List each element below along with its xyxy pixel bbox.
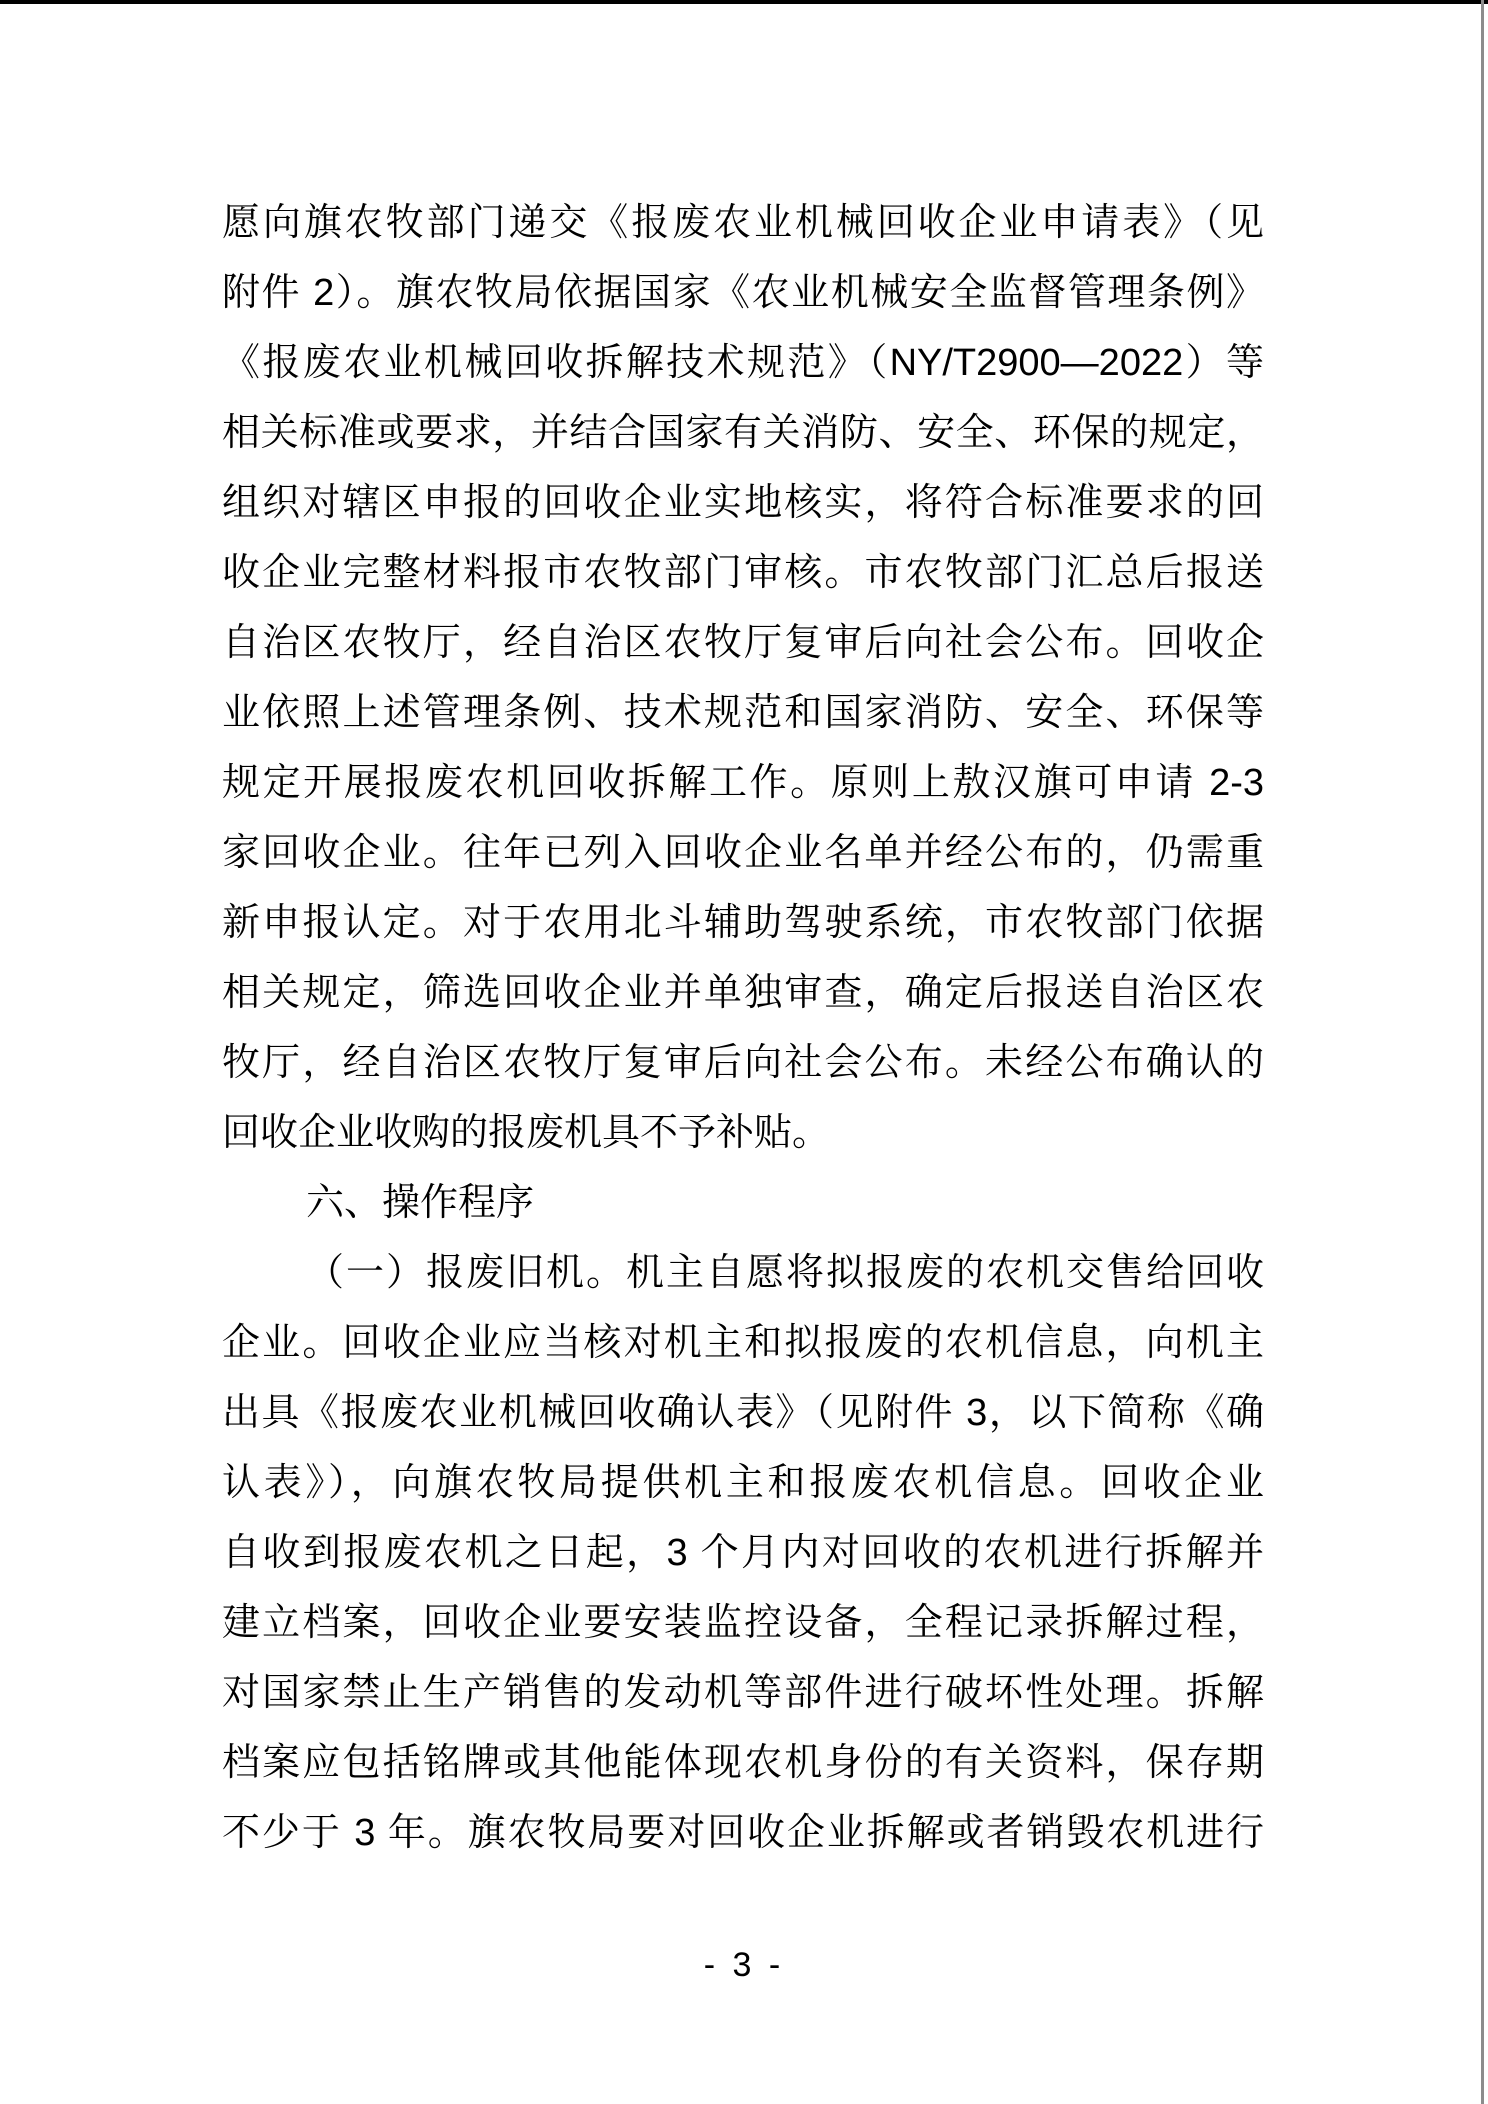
body-line: 不少于 3 年。旗农牧局要对回收企业拆解或者销毁农机进行 [222,1812,1264,1854]
body-line: 家回收企业。往年已列入回收企业名单并经公布的，仍需重 [222,832,1264,874]
body-line: 相关规定，筛选回收企业并单独审查，确定后报送自治区农 [222,972,1264,1014]
body-line: 组织对辖区申报的回收企业实地核实，将符合标准要求的回 [222,482,1264,524]
body-line: 档案应包括铭牌或其他能体现农机身份的有关资料，保存期 [222,1742,1264,1784]
document-body [222,188,1264,1868]
body-line: 自收到报废农机之日起，3 个月内对回收的农机进行拆解并 [222,1532,1264,1574]
body-line: 对国家禁止生产销售的发动机等部件进行破坏性处理。拆解 [222,1672,1264,1714]
body-line: 企业。回收企业应当核对机主和拟报废的农机信息，向机主 [222,1322,1264,1364]
body-line: 新申报认定。对于农用北斗辅助驾驶系统，市农牧部门依据 [222,902,1264,944]
page-right-border [1481,0,1484,2104]
body-line: 《报废农业机械回收拆解技术规范》（NY/T2900—2022）等 [222,342,1264,384]
body-line: 建立档案，回收企业要安装监控设备，全程记录拆解过程， [222,1602,1264,1644]
section-heading: 六、操作程序 [306,1182,535,1224]
body-line: （一）报废旧机。机主自愿将拟报废的农机交售给回收 [306,1252,1264,1294]
body-line: 回收企业收购的报废机具不予补贴。 [222,1112,831,1154]
body-line: 牧厅，经自治区农牧厅复审后向社会公布。未经公布确认的 [222,1042,1264,1084]
body-line: 规定开展报废农机回收拆解工作。原则上敖汉旗可申请 2-3 [222,762,1264,804]
body-line: 相关标准或要求，并结合国家有关消防、安全、环保的规定， [222,412,1264,454]
body-line: 收企业完整材料报市农牧部门审核。市农牧部门汇总后报送 [222,552,1264,594]
body-line: 愿向旗农牧部门递交《报废农业机械回收企业申请表》（见 [222,202,1264,244]
page-number: - 3 - [703,1946,785,1984]
body-line: 出具《报废农业机械回收确认表》（见附件 3，以下简称《确 [222,1392,1264,1434]
body-line: 业依照上述管理条例、技术规范和国家消防、安全、环保等 [222,692,1264,734]
body-line: 自治区农牧厅，经自治区农牧厅复审后向社会公布。回收企 [222,622,1264,664]
page-top-border [0,0,1488,4]
body-line: 认表》），向旗农牧局提供机主和报废农机信息。回收企业 [222,1462,1264,1504]
body-line: 附件 2）。旗农牧局依据国家《农业机械安全监督管理条例》 [222,272,1264,314]
